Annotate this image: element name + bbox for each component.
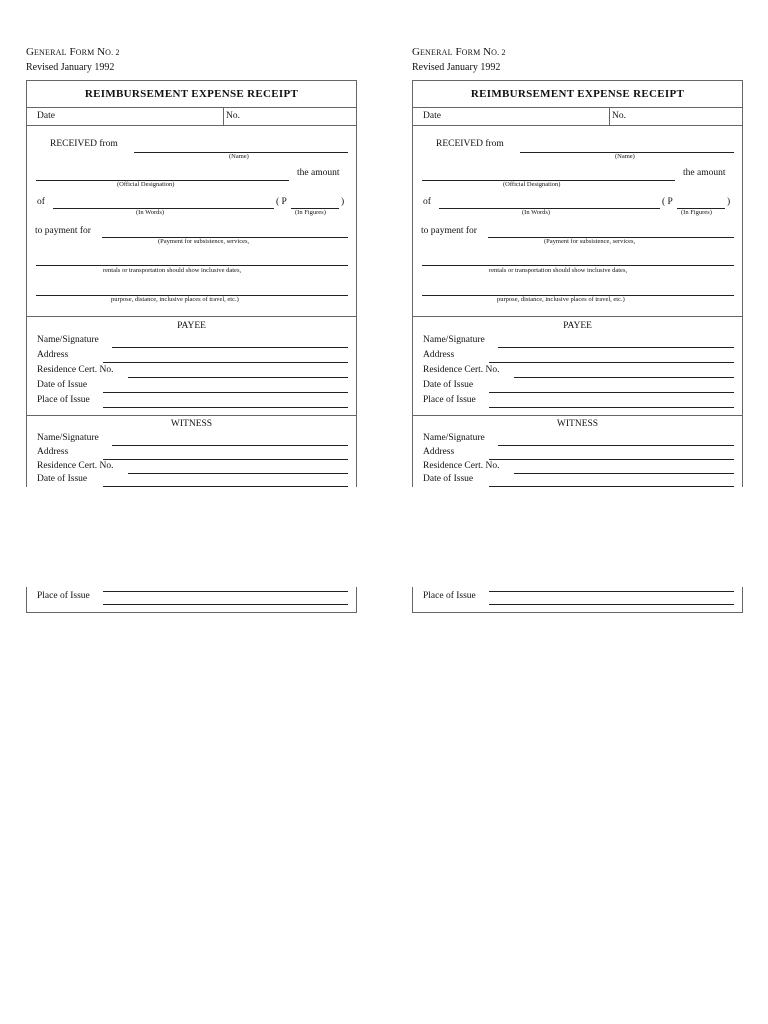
- payee-divider: [27, 316, 356, 317]
- date-no-divider: [223, 108, 224, 125]
- payment-caption-2: rentals or transportation should show inclusive dates,: [489, 267, 628, 274]
- the-amount-label: the amount: [297, 168, 340, 178]
- witness-address-label: Address: [423, 447, 455, 457]
- witness-place-of-issue-label: Place of Issue: [423, 591, 476, 601]
- payment-caption-3: purpose, distance, inclusive places of travel, etc.): [111, 296, 239, 303]
- receipt-form-right: [412, 0, 743, 620]
- in-figures-caption: (In Figures): [681, 209, 712, 216]
- in-words-caption: (In Words): [136, 209, 165, 216]
- of-label: of: [423, 197, 431, 207]
- date-no-row: [27, 108, 356, 126]
- payee-name-signature-label: Name/Signature: [37, 335, 99, 345]
- revised-date: Revised January 1992: [412, 62, 501, 73]
- no-label: No.: [612, 111, 626, 121]
- date-no-row: [413, 108, 742, 126]
- form-title: REIMBURSEMENT EXPENSE RECEIPT: [413, 81, 742, 108]
- payment-caption-2: rentals or transportation should show inclusive dates,: [103, 267, 242, 274]
- name-caption: (Name): [615, 153, 635, 160]
- witness-name-signature-label: Name/Signature: [37, 433, 99, 443]
- payment-caption-1: (Payment for subsistence, services,: [158, 238, 250, 245]
- witness-address-label: Address: [37, 447, 69, 457]
- to-payment-for-label: to payment for: [35, 226, 91, 236]
- payee-place-of-issue-field[interactable]: [489, 407, 734, 408]
- witness-residence-cert-field[interactable]: [514, 473, 734, 474]
- payee-title: PAYEE: [563, 321, 592, 331]
- payee-date-of-issue-field[interactable]: [489, 392, 734, 393]
- payee-address-field[interactable]: [489, 362, 734, 363]
- page-gap: [26, 487, 358, 587]
- witness-divider: [413, 415, 742, 416]
- payee-residence-cert-label: Residence Cert. No.: [423, 365, 500, 375]
- payee-name-signature-field[interactable]: [112, 347, 348, 348]
- received-from-label: RECEIVED from: [50, 139, 118, 149]
- payee-place-of-issue-label: Place of Issue: [37, 395, 90, 405]
- form-title: REIMBURSEMENT EXPENSE RECEIPT: [27, 81, 356, 108]
- payee-date-of-issue-label: Date of Issue: [423, 380, 474, 390]
- payee-address-field[interactable]: [103, 362, 348, 363]
- date-no-divider: [609, 108, 610, 125]
- name-caption: (Name): [229, 153, 249, 160]
- payee-date-of-issue-field[interactable]: [103, 392, 348, 393]
- payee-place-of-issue-field[interactable]: [103, 407, 348, 408]
- peso-open-paren: ( P: [662, 197, 673, 207]
- close-paren: ): [341, 197, 345, 207]
- witness-place-of-issue-field-top[interactable]: [489, 591, 734, 592]
- payee-name-signature-field[interactable]: [498, 347, 734, 348]
- close-paren: ): [727, 197, 731, 207]
- receipt-form-left: [26, 0, 357, 620]
- payee-address-label: Address: [37, 350, 69, 360]
- official-designation-caption: (Official Designation): [503, 181, 561, 188]
- witness-place-of-issue-field[interactable]: [489, 604, 734, 605]
- payment-for-field-2[interactable]: [422, 265, 734, 266]
- payee-address-label: Address: [423, 350, 455, 360]
- payee-date-of-issue-label: Date of Issue: [37, 380, 88, 390]
- form-bottom-border: [26, 612, 357, 613]
- payment-caption-1: (Payment for subsistence, services,: [544, 238, 636, 245]
- witness-name-signature-field[interactable]: [498, 445, 734, 446]
- payee-divider: [413, 316, 742, 317]
- witness-name-signature-field[interactable]: [112, 445, 348, 446]
- witness-divider: [27, 415, 356, 416]
- date-label: Date: [423, 111, 441, 121]
- witness-address-field[interactable]: [103, 459, 348, 460]
- witness-address-field[interactable]: [489, 459, 734, 460]
- in-words-caption: (In Words): [522, 209, 551, 216]
- payee-residence-cert-field[interactable]: [128, 377, 348, 378]
- payment-for-field-2[interactable]: [36, 265, 348, 266]
- general-form-number: GENERAL FORM NO. 2: [26, 46, 120, 58]
- witness-place-of-issue-field[interactable]: [103, 604, 348, 605]
- page-gap: [412, 487, 744, 587]
- witness-title: WITNESS: [170, 419, 213, 429]
- witness-residence-cert-label: Residence Cert. No.: [423, 461, 500, 471]
- no-label: No.: [226, 111, 240, 121]
- general-form-number: GENERAL FORM NO. 2: [412, 46, 506, 58]
- witness-title: WITNESS: [556, 419, 599, 429]
- form-bottom-border: [412, 612, 743, 613]
- payee-name-signature-label: Name/Signature: [423, 335, 485, 345]
- payment-caption-3: purpose, distance, inclusive places of travel, etc.): [497, 296, 625, 303]
- date-label: Date: [37, 111, 55, 121]
- peso-open-paren: ( P: [276, 197, 287, 207]
- received-from-label: RECEIVED from: [436, 139, 504, 149]
- in-figures-caption: (In Figures): [295, 209, 326, 216]
- payee-residence-cert-label: Residence Cert. No.: [37, 365, 114, 375]
- payee-place-of-issue-label: Place of Issue: [423, 395, 476, 405]
- witness-date-of-issue-label: Date of Issue: [423, 474, 474, 484]
- witness-place-of-issue-field-top[interactable]: [103, 591, 348, 592]
- official-designation-caption: (Official Designation): [117, 181, 175, 188]
- witness-residence-cert-field[interactable]: [128, 473, 348, 474]
- payee-title: PAYEE: [177, 321, 206, 331]
- the-amount-label: the amount: [683, 168, 726, 178]
- of-label: of: [37, 197, 45, 207]
- witness-name-signature-label: Name/Signature: [423, 433, 485, 443]
- payee-residence-cert-field[interactable]: [514, 377, 734, 378]
- revised-date: Revised January 1992: [26, 62, 115, 73]
- witness-date-of-issue-label: Date of Issue: [37, 474, 88, 484]
- witness-place-of-issue-label: Place of Issue: [37, 591, 90, 601]
- witness-residence-cert-label: Residence Cert. No.: [37, 461, 114, 471]
- to-payment-for-label: to payment for: [421, 226, 477, 236]
